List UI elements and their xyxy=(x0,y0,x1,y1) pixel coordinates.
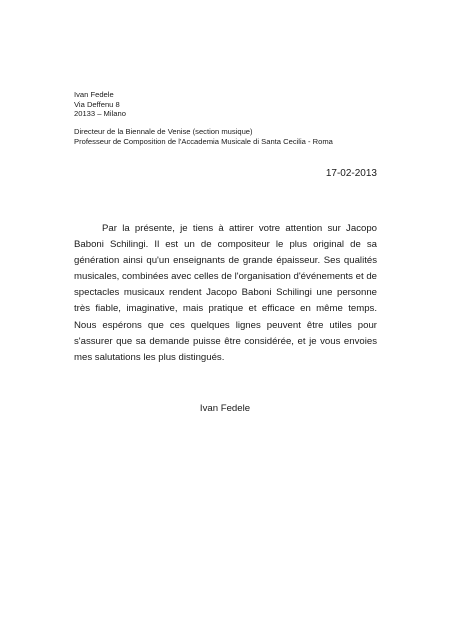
title-line-1: Directeur de la Biennale de Venise (section musique) xyxy=(74,127,253,136)
letter-date: 17-02-2013 xyxy=(325,168,377,179)
sender-address xyxy=(74,90,126,119)
sender-street: Via Deffenu 8 xyxy=(74,99,120,109)
sender-titles xyxy=(74,127,333,146)
sender-city: 20133 – Milano xyxy=(74,109,126,119)
title-line-2: Professeur de Composition de l'Accademia Musicale di Santa Cecilia - Roma xyxy=(74,136,333,146)
sender-name: Ivan Fedele xyxy=(74,90,114,99)
letter-body: Par la présente, je tiens à attirer votre attention sur Jacopo Baboni Schilingi. Il est un de compositeur le plus original de sa génération ainsi qu'un enseignants de grande épaisseur. Ses qualités musicales, combinées avec celles de l'organisation d'événements et de spectacles musicaux rendent Jacopo Baboni Schilingi une personne très fiable, imaginative, mais pratique et efficace en même temps. Nous espérons que ces quelques lignes peuvent être utiles pour s'assurer que sa demande puisse être considérée, et je vous envoies mes salutations les plus distingués. xyxy=(74,223,377,363)
signature: Ivan Fedele xyxy=(199,403,251,414)
